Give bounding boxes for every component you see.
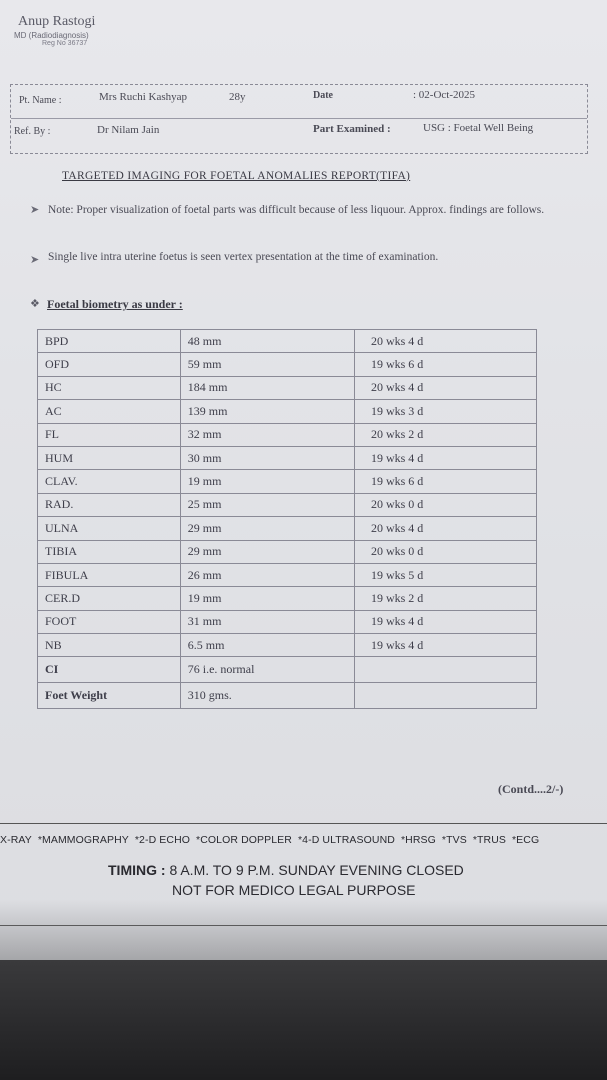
table-row — [38, 540, 537, 563]
biometry-param: CI — [38, 657, 181, 683]
part-examined-value: USG : Foetal Well Being — [423, 122, 534, 134]
service-item: *ECG — [511, 834, 540, 846]
biometry-measure: 48 mm — [180, 330, 354, 353]
service-item: *HRSG — [400, 834, 436, 846]
biometry-param: FIBULA — [38, 563, 181, 586]
info-divider — [11, 118, 587, 119]
biometry-measure: 310 gms. — [180, 683, 354, 709]
table-row — [38, 376, 537, 399]
report-title: TARGETED IMAGING FOR FOETAL ANOMALIES REPORT(TIFA) — [62, 170, 411, 182]
date-label: Date — [313, 90, 333, 101]
biometry-title: Foetal biometry as under : — [47, 297, 183, 311]
table-row — [38, 493, 537, 516]
service-item: *TVS — [441, 834, 467, 846]
biometry-param: NB — [38, 634, 181, 657]
footer-divider — [0, 823, 607, 824]
patient-info-box — [10, 84, 588, 154]
patient-age: 28y — [229, 91, 246, 103]
part-examined-label: Part Examined : — [313, 123, 391, 135]
table-row — [38, 470, 537, 493]
ref-by-value: Dr Nilam Jain — [97, 124, 160, 136]
service-item: *MAMMOGRAPHY — [37, 834, 129, 846]
continued-note: (Contd....2/-) — [498, 782, 564, 796]
date-value: : 02-Oct-2025 — [413, 89, 476, 101]
table-row — [38, 563, 537, 586]
biometry-gestational-age: 20 wks 2 d — [354, 423, 536, 446]
table-row — [38, 353, 537, 376]
biometry-gestational-age: 20 wks 4 d — [354, 330, 536, 353]
arrow-bullet-icon: ➤ — [30, 254, 40, 266]
biometry-measure: 139 mm — [180, 400, 354, 423]
biometry-gestational-age: 19 wks 4 d — [354, 634, 536, 657]
biometry-gestational-age: 19 wks 6 d — [354, 470, 536, 493]
ref-by-label: Ref. By : — [14, 126, 51, 137]
biometry-param: CLAV. — [38, 470, 181, 493]
report-note: Note: Proper visualization of foetal parts was difficult because of less liquour. Approx. findings are follows. — [48, 204, 545, 216]
service-item: *COLOR DOPPLER — [196, 834, 292, 846]
biometry-measure: 6.5 mm — [180, 634, 354, 657]
biometry-param: HC — [38, 376, 181, 399]
arrow-bullet-icon: ➤ — [30, 204, 40, 216]
doctor-qualification: MD (Radiodiagnosis) — [14, 31, 89, 40]
biometry-gestational-age: 19 wks 3 d — [354, 400, 536, 423]
services-list — [0, 834, 607, 846]
biometry-measure: 29 mm — [180, 540, 354, 563]
biometry-gestational-age: 19 wks 4 d — [354, 610, 536, 633]
biometry-param: OFD — [38, 353, 181, 376]
biometry-param: RAD. — [38, 493, 181, 516]
biometry-param: TIBIA — [38, 540, 181, 563]
biometry-gestational-age: 19 wks 6 d — [354, 353, 536, 376]
biometry-gestational-age: 20 wks 4 d — [354, 376, 536, 399]
biometry-gestational-age: 19 wks 5 d — [354, 563, 536, 586]
table-row — [38, 400, 537, 423]
service-item: *2-D ECHO — [134, 834, 191, 846]
table-row — [38, 587, 537, 610]
report-finding: Single live intra uterine foetus is seen vertex presentation at the time of examination. — [48, 251, 439, 263]
biometry-param: Foet Weight — [38, 683, 181, 709]
biometry-measure: 59 mm — [180, 353, 354, 376]
biometry-param: FOOT — [38, 610, 181, 633]
biometry-measure: 184 mm — [180, 376, 354, 399]
table-row — [38, 517, 537, 540]
biometry-param: AC — [38, 400, 181, 423]
timing-line: TIMING : 8 A.M. TO 9 P.M. SUNDAY EVENING CLOSED — [108, 862, 464, 878]
biometry-measure: 19 mm — [180, 470, 354, 493]
patient-name: Mrs Ruchi Kashyap — [99, 91, 187, 103]
table-row — [38, 683, 537, 709]
biometry-measure: 26 mm — [180, 563, 354, 586]
biometry-table — [37, 329, 537, 709]
doctor-registration: Reg No 36737 — [42, 40, 88, 47]
table-row — [38, 634, 537, 657]
legal-disclaimer: NOT FOR MEDICO LEGAL PURPOSE — [172, 882, 416, 898]
table-row — [38, 330, 537, 353]
page-shadow — [0, 900, 607, 960]
biometry-measure: 32 mm — [180, 423, 354, 446]
biometry-param: CER.D — [38, 587, 181, 610]
biometry-gestational-age: 20 wks 4 d — [354, 517, 536, 540]
diamond-bullet-icon: ❖ — [30, 298, 40, 310]
table-row — [38, 446, 537, 469]
service-item: *TRUS — [472, 834, 506, 846]
biometry-measure: 76 i.e. normal — [180, 657, 354, 683]
service-item: *4-D ULTRASOUND — [297, 834, 395, 846]
biometry-measure: 30 mm — [180, 446, 354, 469]
table-row — [38, 657, 537, 683]
biometry-gestational-age — [354, 683, 536, 709]
biometry-param: BPD — [38, 330, 181, 353]
table-row — [38, 610, 537, 633]
service-item: X-RAY — [0, 834, 32, 846]
biometry-measure: 31 mm — [180, 610, 354, 633]
biometry-measure: 19 mm — [180, 587, 354, 610]
background-surface — [0, 960, 607, 1080]
biometry-measure: 29 mm — [180, 517, 354, 540]
table-row — [38, 423, 537, 446]
biometry-gestational-age — [354, 657, 536, 683]
biometry-param: ULNA — [38, 517, 181, 540]
biometry-gestational-age: 19 wks 4 d — [354, 446, 536, 469]
biometry-param: HUM — [38, 446, 181, 469]
patient-name-label: Pt. Name : — [19, 95, 62, 106]
biometry-measure: 25 mm — [180, 493, 354, 516]
biometry-gestational-age: 20 wks 0 d — [354, 540, 536, 563]
doctor-name: Anup Rastogi — [18, 14, 96, 29]
biometry-param: FL — [38, 423, 181, 446]
biometry-gestational-age: 20 wks 0 d — [354, 493, 536, 516]
biometry-gestational-age: 19 wks 2 d — [354, 587, 536, 610]
